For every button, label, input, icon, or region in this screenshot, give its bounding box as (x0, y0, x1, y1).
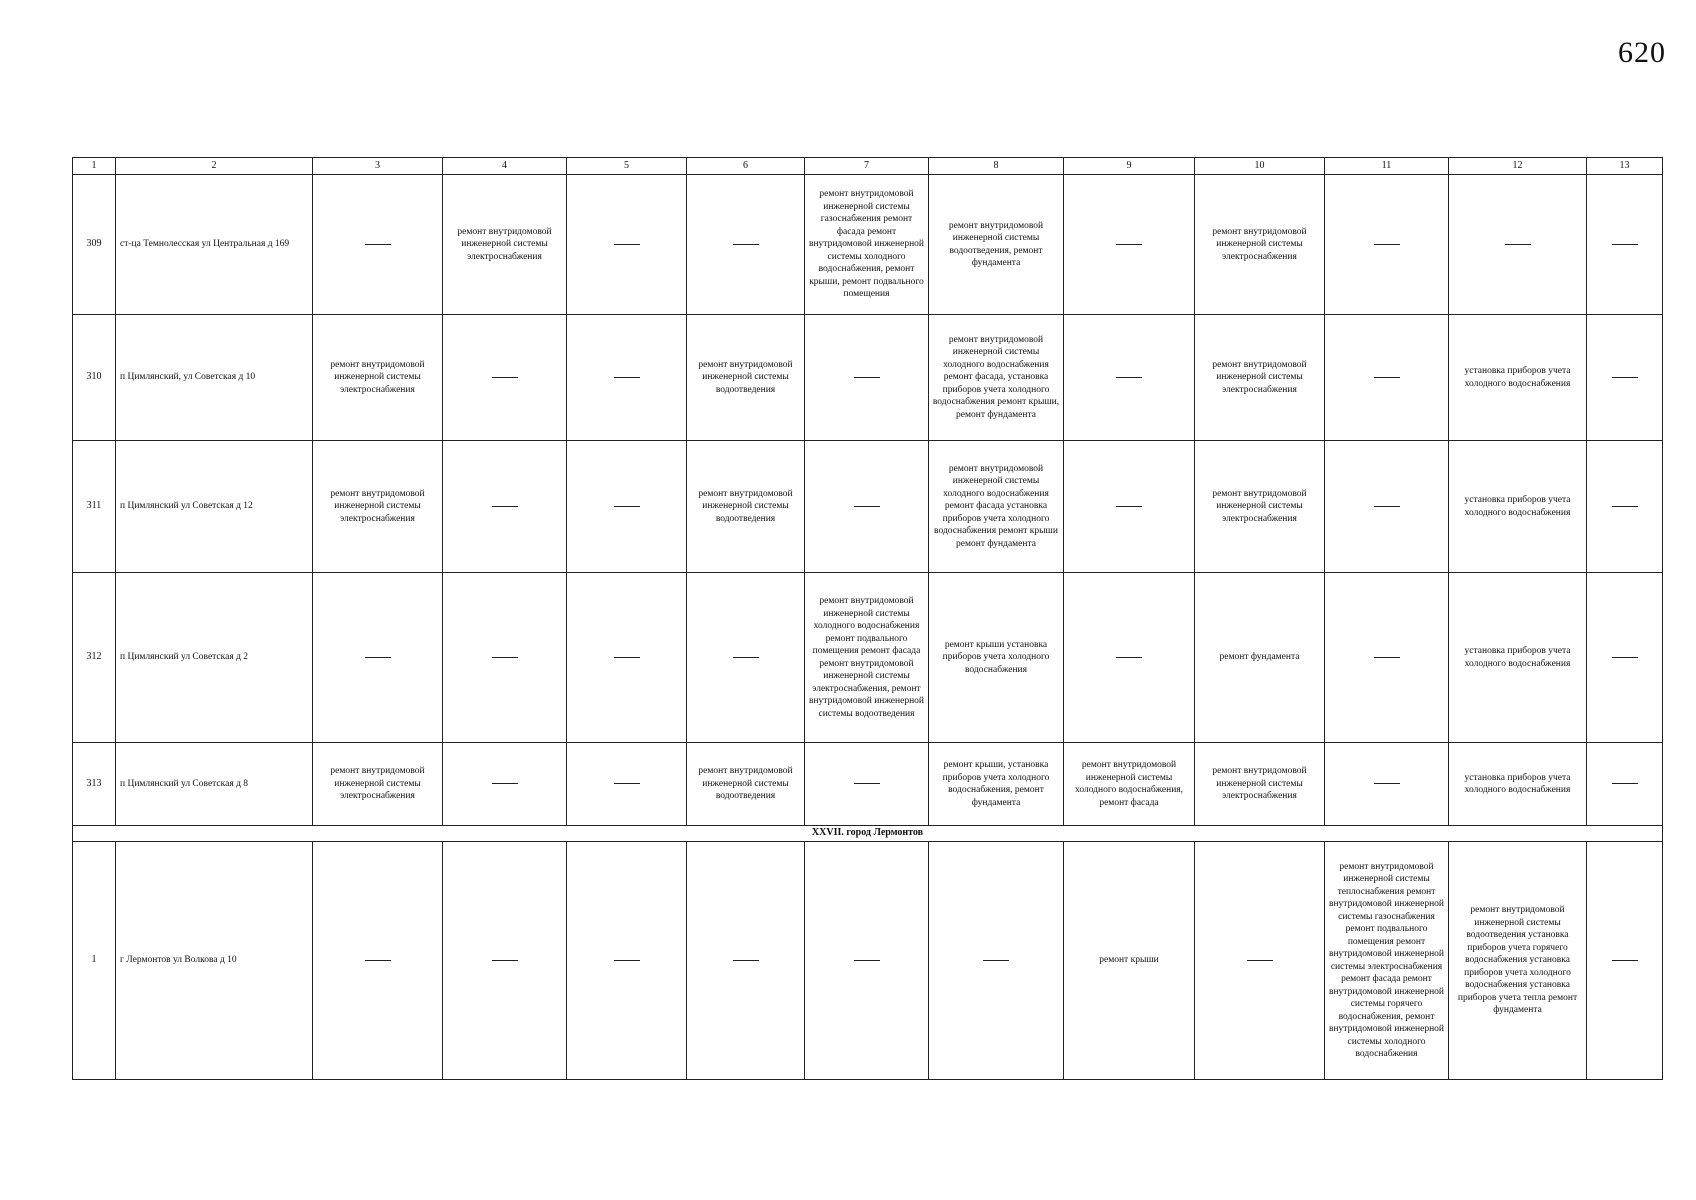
section-header-row (73, 826, 1663, 842)
row-number: 310 (73, 315, 116, 441)
dash-mark (1612, 960, 1638, 961)
empty-cell (443, 842, 567, 1080)
work-cell: установка приборов учета холодного водоснабжения (1449, 315, 1587, 441)
empty-cell (1195, 842, 1325, 1080)
work-cell: ремонт внутридомовой инженерной системы электроснабжения (313, 743, 443, 826)
work-cell: ремонт внутридомовой инженерной системы электроснабжения (1195, 441, 1325, 573)
dash-mark (365, 657, 391, 658)
dash-mark (733, 244, 759, 245)
row-number: 1 (73, 842, 116, 1080)
empty-cell (567, 743, 687, 826)
table-row (73, 441, 1663, 573)
work-cell: установка приборов учета холодного водоснабжения (1449, 743, 1587, 826)
empty-cell (567, 441, 687, 573)
dash-mark (492, 506, 518, 507)
empty-cell (929, 842, 1064, 1080)
empty-cell (805, 441, 929, 573)
page-number: 620 (1618, 36, 1666, 69)
work-cell: ремонт внутридомовой инженерной системы электроснабжения (313, 441, 443, 573)
empty-cell (1325, 441, 1449, 573)
empty-cell (687, 573, 805, 743)
dash-mark (1612, 377, 1638, 378)
dash-mark (1612, 244, 1638, 245)
empty-cell (1064, 573, 1195, 743)
work-cell: ремонт внутридомовой инженерной системы водоотведения (687, 315, 805, 441)
dash-mark (614, 783, 640, 784)
dash-mark (854, 960, 880, 961)
empty-cell (1325, 175, 1449, 315)
work-cell: ремонт внутридомовой инженерной системы газоснабжения ремонт фасада ремонт внутридомовой инженерной системы холодного водоснабжения, ремонт крыши, ремонт подвального помещения (805, 175, 929, 315)
address-cell: п Цимлянский ул Советская д 2 (116, 573, 313, 743)
empty-cell (1064, 175, 1195, 315)
dash-mark (733, 960, 759, 961)
dash-mark (1505, 244, 1531, 245)
work-cell: ремонт внутридомовой инженерной системы электроснабжения (1195, 175, 1325, 315)
empty-cell (1587, 842, 1663, 1080)
dash-mark (1374, 244, 1400, 245)
table-row (73, 743, 1663, 826)
column-header: 12 (1449, 158, 1587, 175)
row-number: 312 (73, 573, 116, 743)
dash-mark (1612, 506, 1638, 507)
work-cell: ремонт внутридомовой инженерной системы электроснабжения (1195, 315, 1325, 441)
dash-mark (614, 244, 640, 245)
empty-cell (443, 743, 567, 826)
section-title: XXVII. город Лермонтов (73, 826, 1663, 842)
work-cell: ремонт внутридомовой инженерной системы теплоснабжения ремонт внутридомовой инженерной системы газоснабжения ремонт подвального помещения ремонт внутридомовой инженерной системы электроснабжения ремонт фасада ремонт внутридомовой инженерной системы горячего водоснабжения, ремонт внутридомовой инженерной системы холодного водоснабжения (1325, 842, 1449, 1080)
empty-cell (1587, 315, 1663, 441)
work-cell: установка приборов учета холодного водоснабжения (1449, 441, 1587, 573)
dash-mark (1612, 783, 1638, 784)
empty-cell (1587, 743, 1663, 826)
row-number: 311 (73, 441, 116, 573)
work-cell: ремонт крыши (1064, 842, 1195, 1080)
empty-cell (567, 315, 687, 441)
empty-cell (687, 175, 805, 315)
empty-cell (805, 842, 929, 1080)
empty-cell (687, 842, 805, 1080)
empty-cell (567, 842, 687, 1080)
work-cell: ремонт внутридомовой инженерной системы водоотведения установка приборов учета горячего водоснабжения установка приборов учета холодного водоснабжения установка приборов учета тепла ремонт фундамента (1449, 842, 1587, 1080)
empty-cell (1325, 743, 1449, 826)
table-row (73, 842, 1663, 1080)
column-header: 8 (929, 158, 1064, 175)
column-header: 7 (805, 158, 929, 175)
dash-mark (492, 960, 518, 961)
empty-cell (443, 315, 567, 441)
dash-mark (983, 960, 1009, 961)
empty-cell (1325, 315, 1449, 441)
work-cell: ремонт внутридомовой инженерной системы электроснабжения (443, 175, 567, 315)
column-header: 6 (687, 158, 805, 175)
empty-cell (443, 573, 567, 743)
row-number: 313 (73, 743, 116, 826)
column-header: 4 (443, 158, 567, 175)
dash-mark (492, 657, 518, 658)
dash-mark (1374, 377, 1400, 378)
empty-cell (443, 441, 567, 573)
empty-cell (313, 842, 443, 1080)
empty-cell (1325, 573, 1449, 743)
dash-mark (614, 377, 640, 378)
column-header: 9 (1064, 158, 1195, 175)
dash-mark (1374, 783, 1400, 784)
work-cell: ремонт крыши, установка приборов учета холодного водоснабжения, ремонт фундамента (929, 743, 1064, 826)
table-row (73, 315, 1663, 441)
empty-cell (1064, 315, 1195, 441)
dash-mark (365, 960, 391, 961)
empty-cell (313, 573, 443, 743)
dash-mark (854, 506, 880, 507)
dash-mark (1247, 960, 1273, 961)
dash-mark (1116, 377, 1142, 378)
address-cell: ст-ца Темнолесская ул Центральная д 169 (116, 175, 313, 315)
address-cell: г Лермонтов ул Волкова д 10 (116, 842, 313, 1080)
column-header: 2 (116, 158, 313, 175)
dash-mark (1612, 657, 1638, 658)
dash-mark (1116, 244, 1142, 245)
dash-mark (365, 244, 391, 245)
column-header: 3 (313, 158, 443, 175)
column-header: 1 (73, 158, 116, 175)
empty-cell (1064, 441, 1195, 573)
work-cell: ремонт внутридомовой инженерной системы водоотведения, ремонт фундамента (929, 175, 1064, 315)
dash-mark (614, 960, 640, 961)
work-cell: ремонт внутридомовой инженерной системы холодного водоснабжения ремонт подвального помещения ремонт фасада ремонт внутридомовой инженерной системы электроснабжения, ремонт внутридомовой инженерной системы водоотведения (805, 573, 929, 743)
empty-cell (805, 315, 929, 441)
empty-cell (567, 573, 687, 743)
column-number-row (73, 158, 1663, 175)
dash-mark (1374, 506, 1400, 507)
work-cell: ремонт фундамента (1195, 573, 1325, 743)
table-row (73, 573, 1663, 743)
dash-mark (614, 657, 640, 658)
empty-cell (1587, 175, 1663, 315)
work-cell: ремонт внутридомовой инженерной системы холодного водоснабжения, ремонт фасада (1064, 743, 1195, 826)
dash-mark (614, 506, 640, 507)
column-header: 5 (567, 158, 687, 175)
address-cell: п Цимлянский ул Советская д 8 (116, 743, 313, 826)
work-cell: ремонт внутридомовой инженерной системы водоотведения (687, 743, 805, 826)
column-header: 11 (1325, 158, 1449, 175)
table-row (73, 175, 1663, 315)
column-header: 13 (1587, 158, 1663, 175)
dash-mark (854, 783, 880, 784)
empty-cell (313, 175, 443, 315)
empty-cell (1449, 175, 1587, 315)
work-cell: ремонт внутридомовой инженерной системы холодного водоснабжения ремонт фасада, установка приборов учета холодного водоснабжения ремонт крыши, ремонт фундамента (929, 315, 1064, 441)
work-cell: установка приборов учета холодного водоснабжения (1449, 573, 1587, 743)
dash-mark (854, 377, 880, 378)
dash-mark (492, 377, 518, 378)
empty-cell (805, 743, 929, 826)
address-cell: п Цимлянский, ул Советская д 10 (116, 315, 313, 441)
dash-mark (1374, 657, 1400, 658)
work-cell: ремонт внутридомовой инженерной системы электроснабжения (1195, 743, 1325, 826)
work-cell: ремонт крыши установка приборов учета холодного водоснабжения (929, 573, 1064, 743)
address-cell: п Цимлянский ул Советская д 12 (116, 441, 313, 573)
work-cell: ремонт внутридомовой инженерной системы холодного водоснабжения ремонт фасада установка приборов учета холодного водоснабжения ремонт крыши ремонт фундамента (929, 441, 1064, 573)
dash-mark (733, 657, 759, 658)
work-cell: ремонт внутридомовой инженерной системы электроснабжения (313, 315, 443, 441)
dash-mark (492, 783, 518, 784)
dash-mark (1116, 506, 1142, 507)
empty-cell (1587, 441, 1663, 573)
empty-cell (1587, 573, 1663, 743)
column-header: 10 (1195, 158, 1325, 175)
work-cell: ремонт внутридомовой инженерной системы водоотведения (687, 441, 805, 573)
repair-schedule-table (72, 157, 1663, 1080)
dash-mark (1116, 657, 1142, 658)
row-number: 309 (73, 175, 116, 315)
empty-cell (567, 175, 687, 315)
